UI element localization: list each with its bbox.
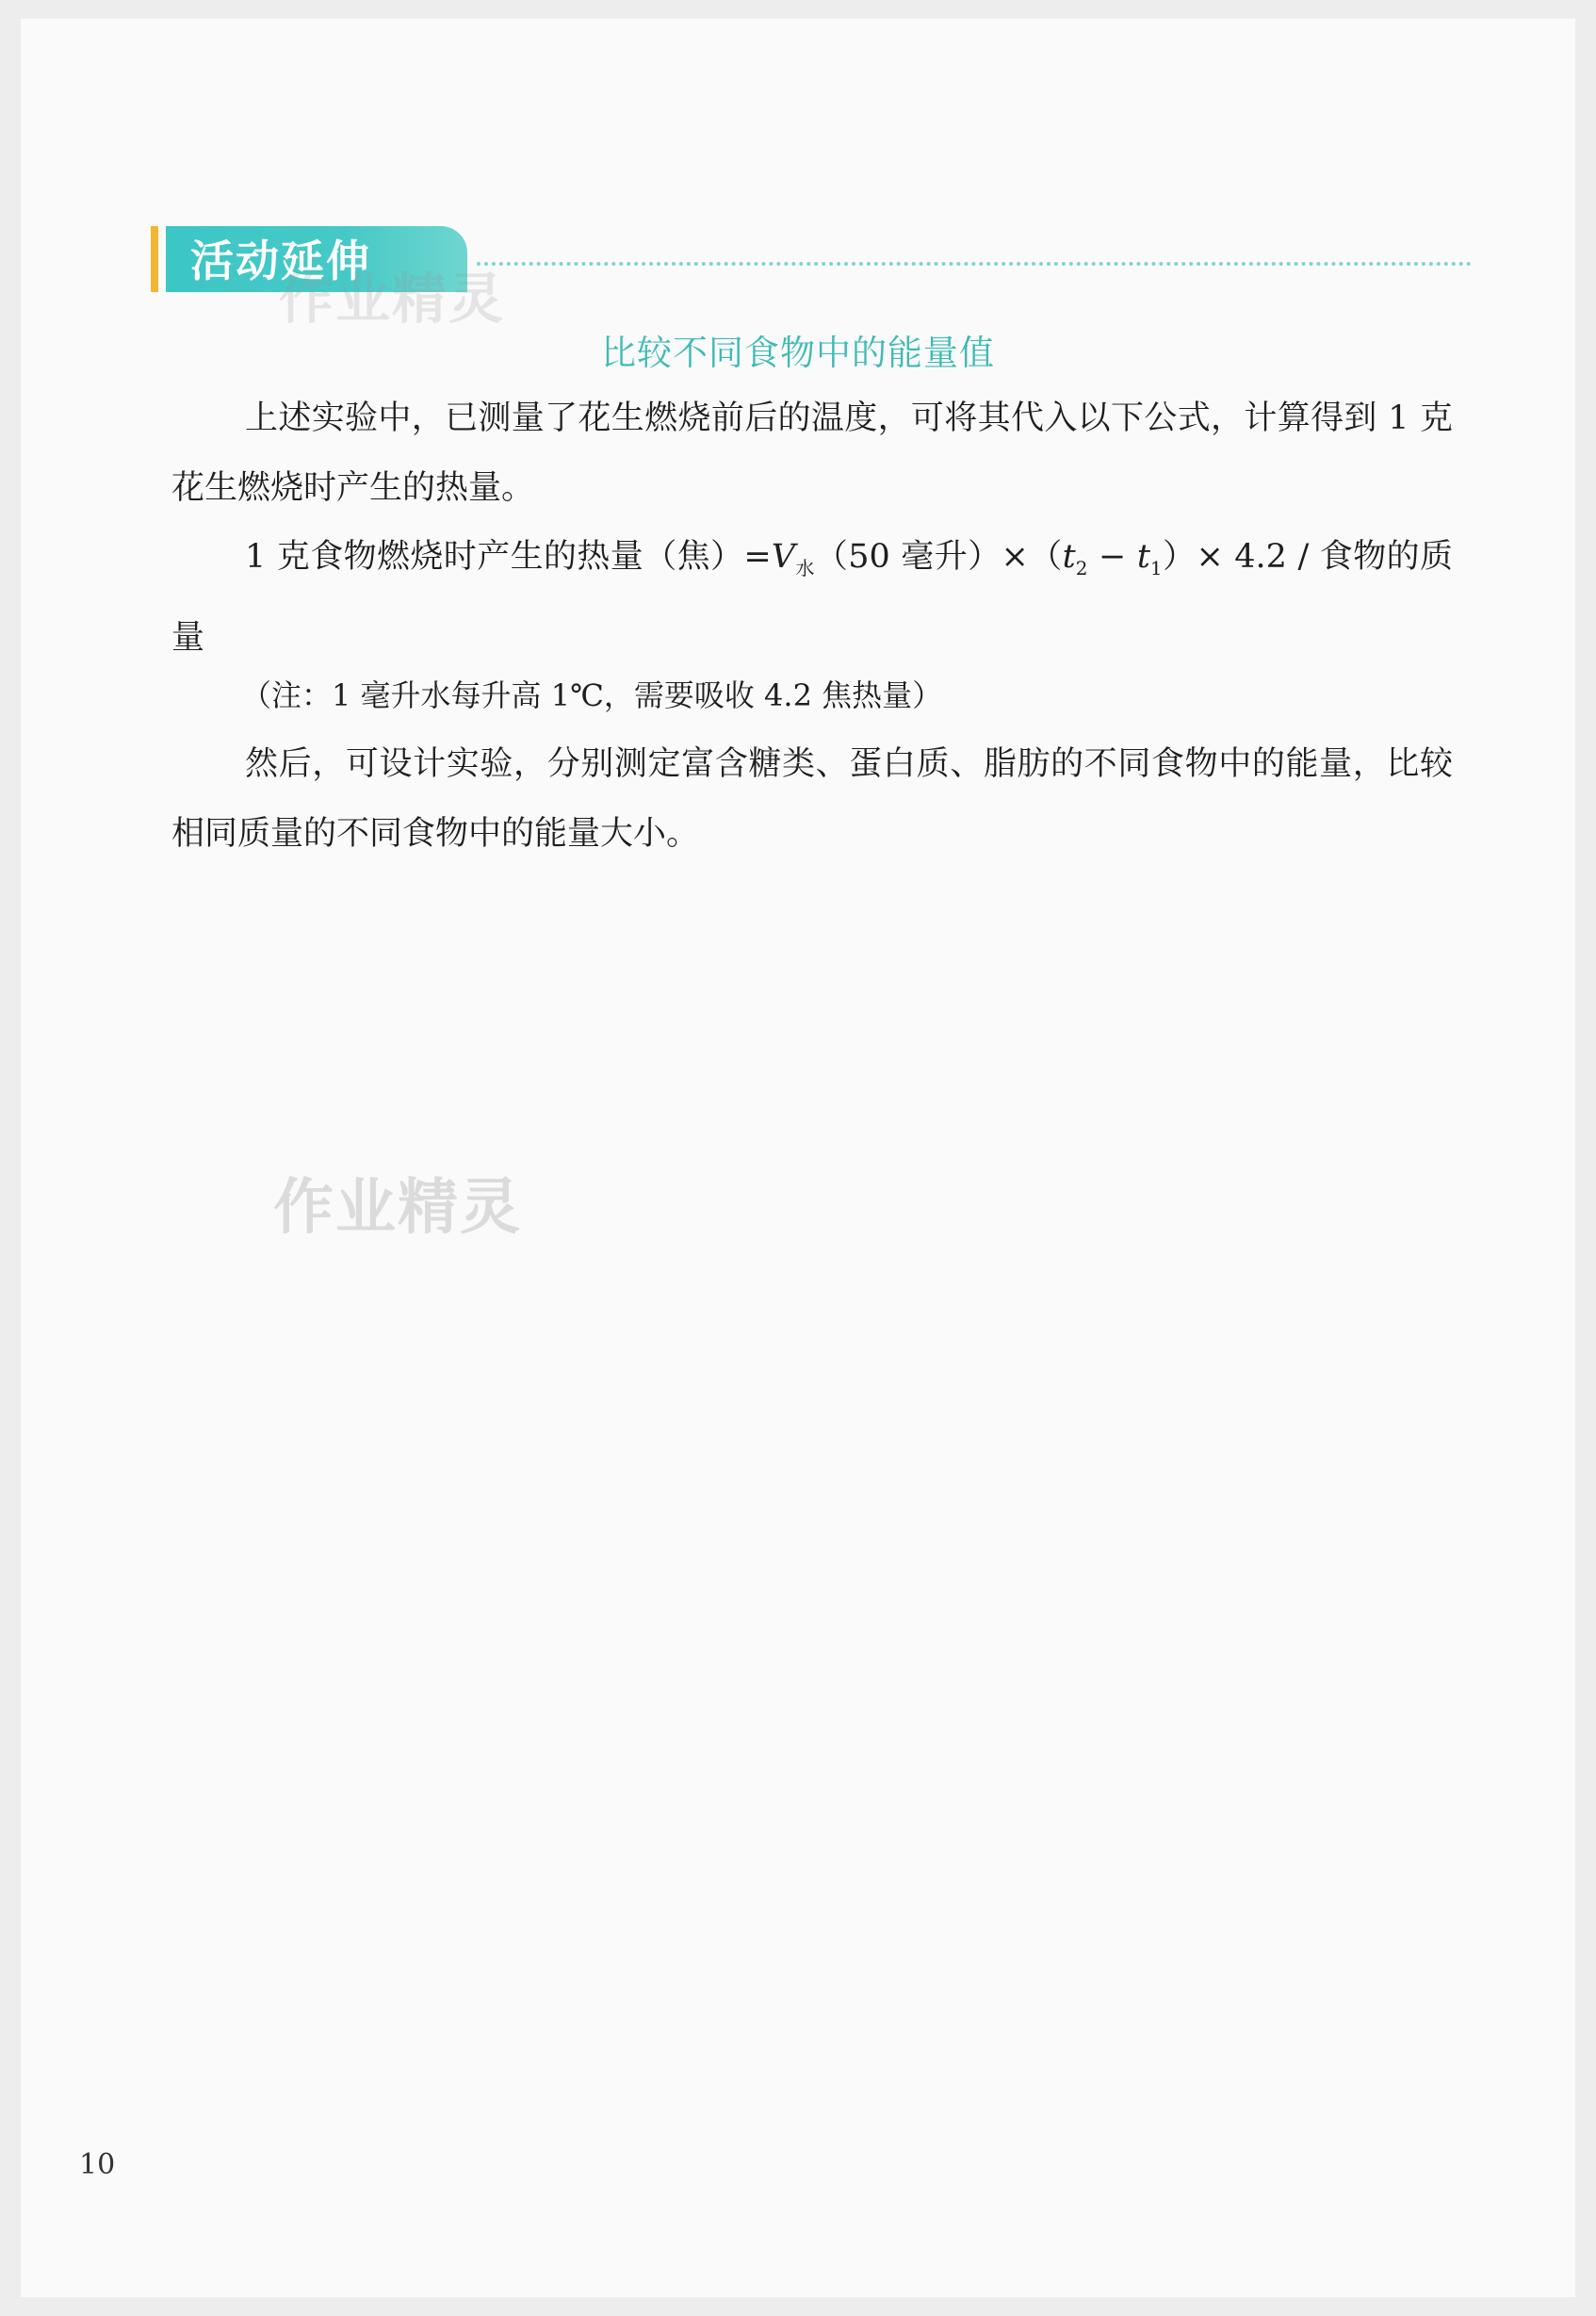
section-tab-label: 活动延伸 — [166, 226, 467, 292]
page-number: 10 — [79, 2148, 116, 2181]
formula-t2-subscript: 2 — [1075, 557, 1088, 579]
header-accent-bar — [151, 226, 158, 292]
formula-volume-subscript: 水 — [795, 557, 815, 579]
watermark: 作业精灵 — [273, 1173, 522, 1243]
dotted-divider — [477, 262, 1472, 266]
formula-t1-subscript: 1 — [1149, 557, 1163, 579]
paragraph-intro: 上述实验中，已测量了花生燃烧前后的温度，可将其代入以下公式，计算得到 1 克花生燃烧时产生的热量。 — [171, 400, 1453, 507]
formula-lhs: 1 克食物燃烧时产生的热量（焦）= — [245, 538, 772, 576]
formula-t2-symbol: t — [1062, 538, 1076, 576]
section-title: 比较不同食物中的能量值 — [601, 333, 995, 373]
paragraph-design: 然后，可设计实验，分别测定富含糖类、蛋白质、脂肪的不同食物中的能量，比较相同质量的不同食物中的能量大小。 — [171, 745, 1453, 853]
watermark: 作业精灵 — [279, 267, 506, 331]
formula-paragraph — [171, 522, 1453, 673]
formula-middle: （50 毫升）×（ — [814, 538, 1063, 576]
note: （注：1 毫升水每升高 1℃，需要吸收 4.2 焦热量） — [241, 677, 943, 713]
formula-minus: − — [1087, 538, 1137, 576]
formula-rhs: ）× 4.2 / 食物的质量 — [171, 538, 1453, 657]
formula-volume-symbol: V — [771, 538, 796, 576]
formula-t1-symbol: t — [1136, 538, 1150, 576]
